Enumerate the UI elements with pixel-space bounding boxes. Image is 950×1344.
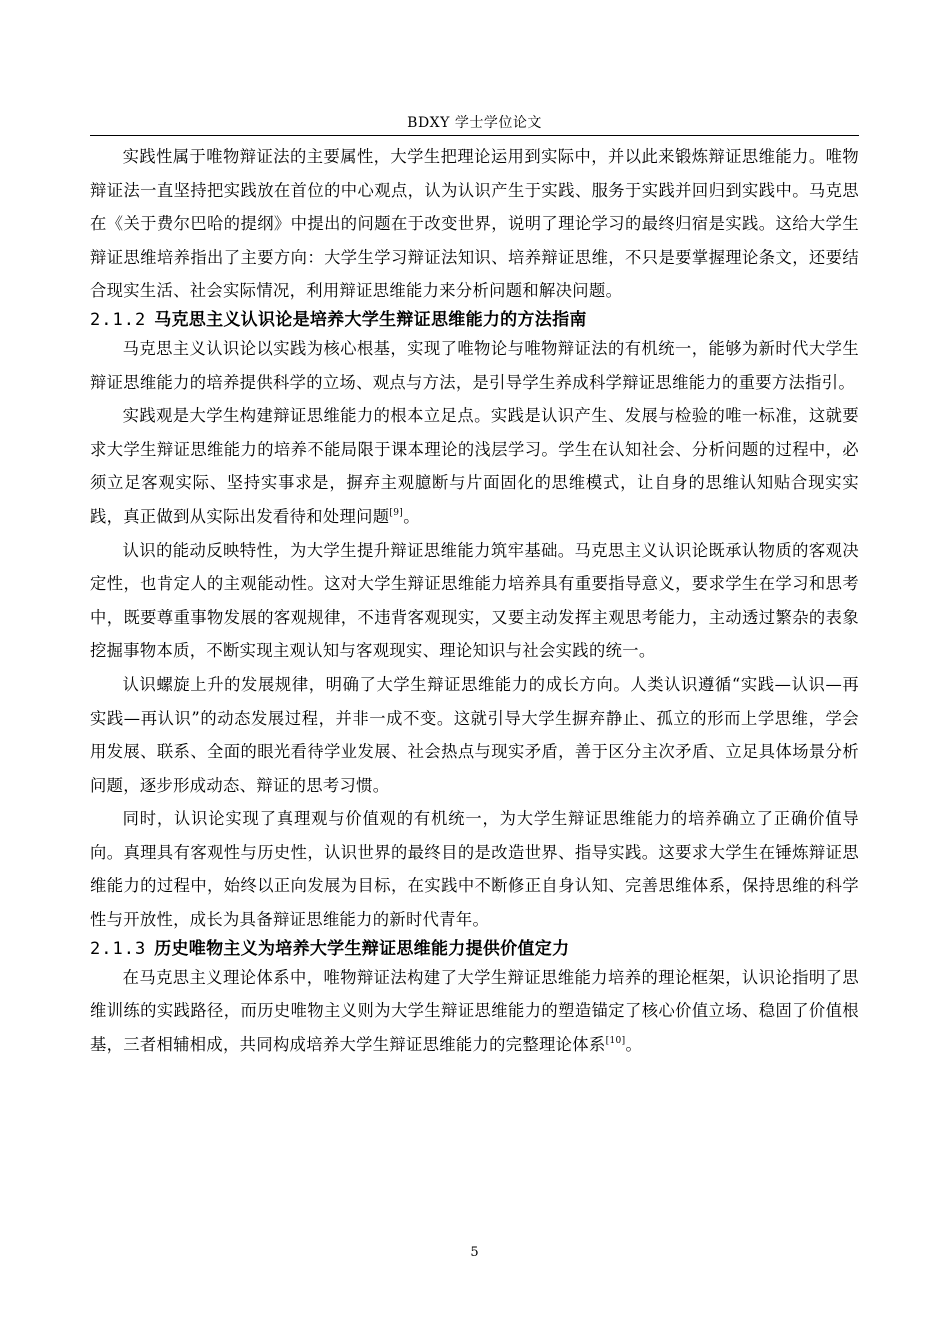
document-body — [90, 140, 859, 1061]
page-number: 5 — [470, 1245, 479, 1260]
paragraph-end: 。 — [625, 1034, 643, 1054]
body-paragraph: 认识螺旋上升的发展规律，明确了大学生辩证思维能力的成长方向。人类认识遵循“实践—认识—再实践—再认识”的动态发展过程，并非一成不变。这就引导大学生摒弃静止、孤立的形而上学思维，学会用发展、联系、全面的眼光看待学业发展、社会热点与现实矛盾，善于区分主次矛盾、立足具体场景分析问题，逐步形成动态、辩证的思考习惯。 — [90, 674, 859, 795]
body-paragraph: 实践性属于唯物辩证法的主要属性，大学生把理论运用到实际中，并以此来锻炼辩证思维能力。唯物辩证法一直坚持把实践放在首位的中心观点，认为认识产生于实践、服务于实践并回归到实践中。马克思在《关于费尔巴哈的提纲》中提出的问题在于改变世界，说明了理论学习的最终归宿是实践。这给大学生辩证思维培养指出了主要方向：大学生学习辩证法知识、培养辩证思维，不只是要掌握理论条文，还要结合现实生活、社会实际情况，利用辩证思维能力来分析问题和解决问题。 — [90, 147, 859, 301]
body-paragraph: 认识的能动反映特性，为大学生提升辩证思维能力筑牢基础。马克思主义认识论既承认物质的客观决定性，也肯定人的主观能动性。这对大学生辩证思维能力培养具有重要指导意义，要求学生在学习和思考中，既要尊重事物发展的客观规律，不违背客观现实，又要主动发挥主观思考能力，主动透过繁杂的表象挖掘事物本质，不断实现主观认知与客观现实、理论知识与社会实践的统一。 — [90, 540, 859, 661]
running-header: BDXY 学士学位论文 — [407, 115, 542, 131]
citation-mark: [10] — [605, 1035, 626, 1046]
section-heading-2-1-2 — [90, 308, 859, 332]
citation-mark: [9] — [389, 507, 404, 518]
section-number: 2.1.3 — [90, 938, 147, 959]
paragraph-end: 。 — [403, 506, 420, 526]
section-heading-2-1-3 — [90, 937, 859, 961]
body-paragraph-with-citation — [90, 961, 859, 1062]
body-paragraph-with-citation — [90, 399, 859, 533]
section-title: 历史唯物主义为培养大学生辩证思维能力提供价值定力 — [154, 938, 570, 959]
paragraph-text: 实践观是大学生构建辩证思维能力的根本立足点。实践是认识产生、发展与检验的唯一标准，这就要求大学生辩证思维能力的培养不能局限于课本理论的浅层学习。学生在认知社会、分析问题的过程中，必须立足客观实际、坚持实事求是，摒弃主观臆断与片面固化的思维模式，让自身的思维认知贴合现实实践，真正做到从实际出发看待和处理问题 — [90, 406, 859, 526]
section-number: 2.1.2 — [90, 309, 147, 330]
section-title: 马克思主义认识论是培养大学生辩证思维能力的方法指南 — [154, 309, 587, 330]
paragraph-text: 在马克思主义理论体系中，唯物辩证法构建了大学生辩证思维能力培养的理论框架，认识论指明了思维训练的实践路径，而历史唯物主义则为大学生辩证思维能力的塑造锚定了核心价值立场、稳固了价值根基，三者相辅相成，共同构成培养大学生辩证思维能力的完整理论体系 — [90, 967, 859, 1054]
header-rule — [90, 135, 859, 136]
body-paragraph: 同时，认识论实现了真理观与价值观的有机统一，为大学生辩证思维能力的培养确立了正确价值导向。真理具有客观性与历史性，认识世界的最终目的是改造世界、指导实践。这要求大学生在锤炼辩证思维能力的过程中，始终以正向发展为目标，在实践中不断修正自身认知、完善思维体系，保持思维的科学性与开放性，成长为具备辩证思维能力的新时代青年。 — [90, 809, 859, 930]
body-paragraph: 马克思主义认识论以实践为核心根基，实现了唯物论与唯物辩证法的有机统一，能够为新时代大学生辩证思维能力的培养提供科学的立场、观点与方法，是引导学生养成科学辩证思维能力的重要方法指引。 — [90, 338, 859, 392]
